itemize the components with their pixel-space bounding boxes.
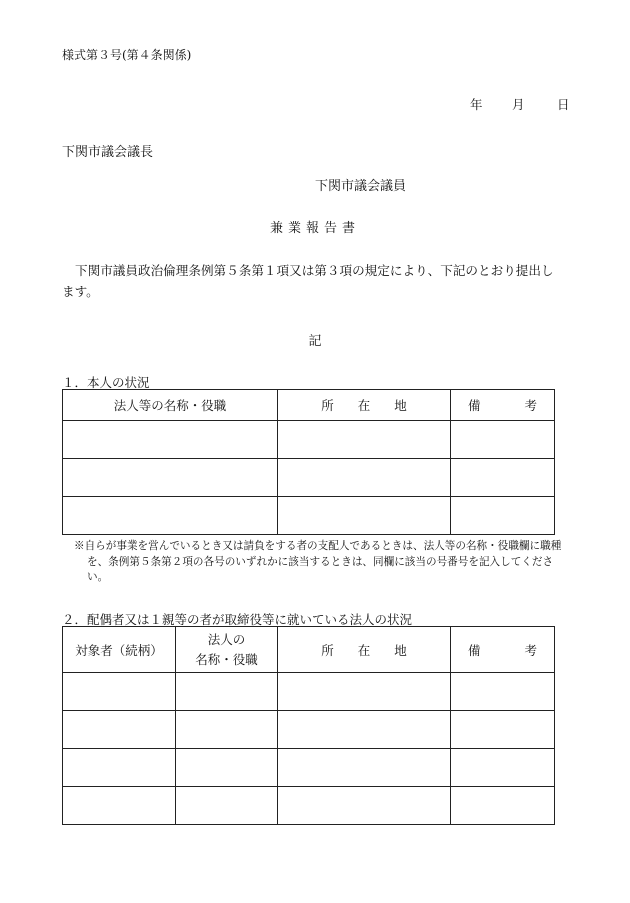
cell-location[interactable]	[278, 787, 451, 825]
cell-remarks[interactable]	[451, 421, 555, 459]
cell-location[interactable]	[278, 673, 451, 711]
cell-name-position[interactable]	[63, 497, 278, 535]
cell-location[interactable]	[278, 749, 451, 787]
section1-note: ※自らが事業を営んでいるとき又は請負をする者の支配人であるときは、法人等の名称・役職欄に職種を、条例第５条第２項の各号のいずれかに該当するときは、同欄に該当の号番号を記入してください。	[74, 540, 562, 583]
table-row	[63, 749, 555, 787]
table-header-row	[63, 390, 555, 421]
form-number: 様式第３号(第４条関係)	[62, 48, 192, 62]
date-year-label: 年	[470, 97, 483, 112]
cell-remarks[interactable]	[451, 787, 555, 825]
cell-corp-name-position[interactable]	[176, 787, 278, 825]
table-row	[63, 497, 555, 535]
reporter: 下関市議会議員	[315, 179, 407, 194]
table-row	[63, 673, 555, 711]
cell-remarks[interactable]	[451, 749, 555, 787]
table-row	[63, 459, 555, 497]
cell-corp-name-position[interactable]	[176, 711, 278, 749]
table-row	[63, 421, 555, 459]
cell-subject[interactable]	[63, 749, 176, 787]
cell-subject[interactable]	[63, 673, 176, 711]
cell-remarks[interactable]	[451, 459, 555, 497]
cell-location[interactable]	[278, 711, 451, 749]
cell-remarks[interactable]	[451, 497, 555, 535]
col-location: 所 在 地	[278, 627, 451, 673]
addressee: 下関市議会議長	[62, 145, 154, 160]
col-subject: 対象者（続柄）	[63, 627, 176, 673]
section1-table	[62, 389, 555, 535]
cell-corp-name-position[interactable]	[176, 749, 278, 787]
col-remarks: 備 考	[451, 627, 555, 673]
table-row	[63, 711, 555, 749]
col-location: 所 在 地	[278, 390, 451, 421]
cell-corp-name-position[interactable]	[176, 673, 278, 711]
col-corp-name-position: 法人の 名称・役職	[176, 627, 278, 673]
section1-heading: １．本人の状況	[62, 375, 150, 390]
table-header-row	[63, 627, 555, 673]
date-day-label: 日	[557, 97, 570, 112]
col-remarks: 備 考	[451, 390, 555, 421]
cell-name-position[interactable]	[63, 421, 278, 459]
cell-remarks[interactable]	[451, 711, 555, 749]
cell-subject[interactable]	[63, 787, 176, 825]
section2-heading: ２．配偶者又は１親等の者が取締役等に就いている法人の状況	[62, 612, 413, 627]
date-month-label: 月	[512, 97, 525, 112]
cell-location[interactable]	[278, 459, 451, 497]
col-name-position: 法人等の名称・役職	[63, 390, 278, 421]
table-row	[63, 787, 555, 825]
cell-remarks[interactable]	[451, 673, 555, 711]
ki-heading: 記	[308, 334, 322, 349]
body-paragraph: 下関市議員政治倫理条例第５条第１項又は第３項の規定により、下記のとおり提出します。	[62, 263, 554, 299]
cell-location[interactable]	[278, 497, 451, 535]
cell-location[interactable]	[278, 421, 451, 459]
cell-subject[interactable]	[63, 711, 176, 749]
document-title: 兼業報告書	[269, 221, 360, 236]
section2-table	[62, 626, 555, 825]
cell-name-position[interactable]	[63, 459, 278, 497]
